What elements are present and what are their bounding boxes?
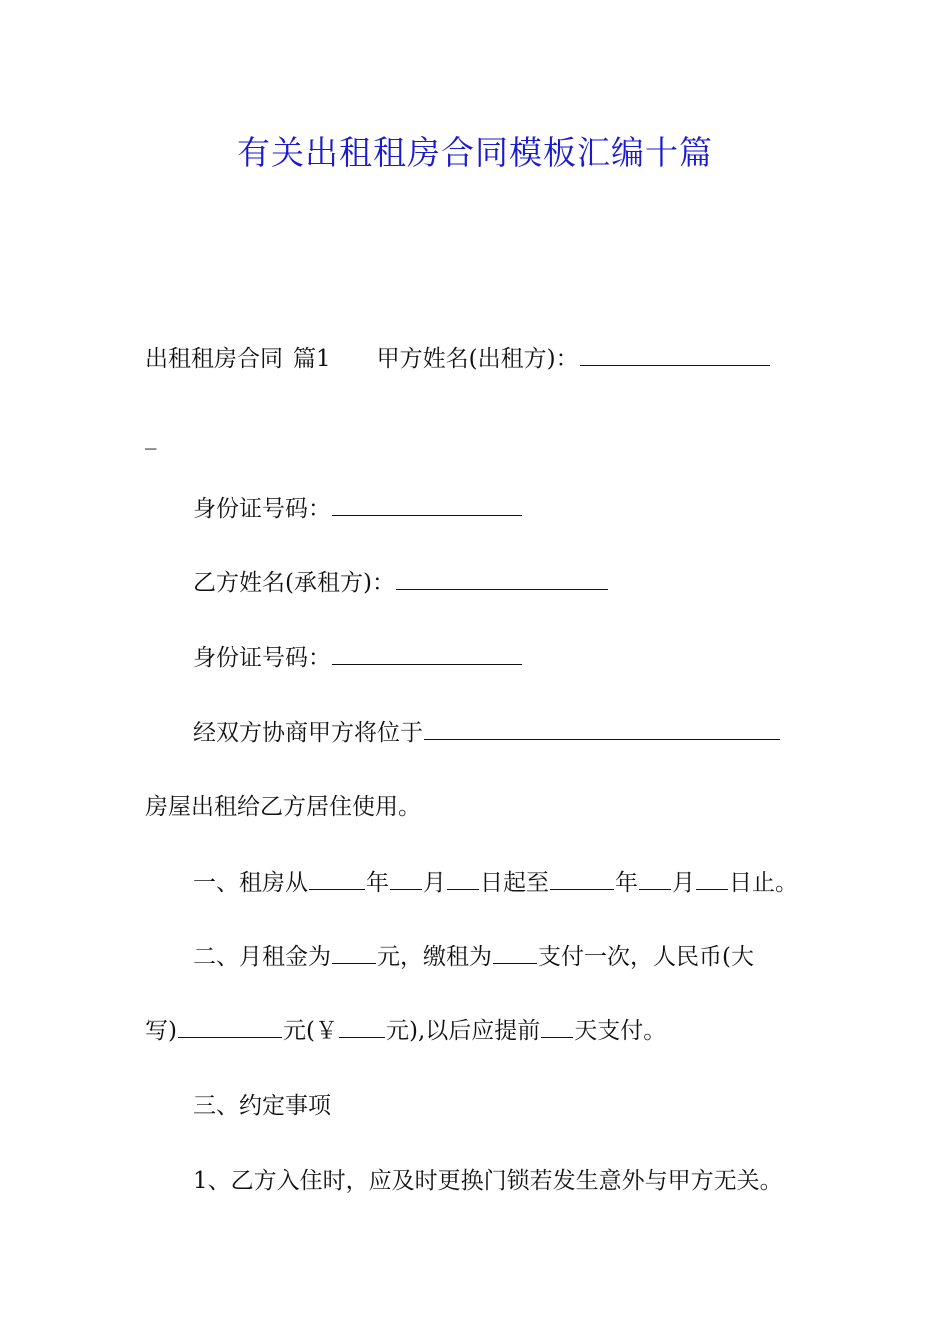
party-a-id-blank (332, 495, 522, 516)
clause-1-text: 1、乙方入住时，应及时更换门锁若发生意外与甲方无关。 (193, 1168, 783, 1194)
party-b-name-label: 乙方姓名(承租方)： (193, 570, 395, 596)
rent-label: 二、月租金为 (193, 944, 331, 970)
continuation-underscore: _ (145, 424, 157, 450)
rmb-label: 支付一次，人民币(大 (538, 944, 754, 970)
agreements-heading: 三、约定事项 (193, 1093, 331, 1119)
line-usage (145, 790, 810, 824)
rent-amount-blank (332, 943, 376, 964)
part-number: 篇1 (293, 346, 331, 372)
start-day-blank (447, 869, 479, 890)
uppercase-amount-blank (178, 1017, 282, 1038)
document-title: 有关出租租房合同模板汇编十篇 (237, 133, 713, 172)
term-year-label: 年 (366, 870, 389, 896)
end-day-blank (696, 869, 728, 890)
term-end-day-label: 日止。 (729, 870, 798, 896)
party-b-id-label: 身份证号码： (193, 645, 331, 671)
party-b-name-blank (396, 569, 608, 590)
advance-label: 元),以后应提前 (385, 1018, 541, 1044)
end-month-blank (639, 869, 671, 890)
payment-label: 元，缴租为 (377, 944, 492, 970)
term-month-label: 月 (423, 870, 446, 896)
line-agreements (193, 1089, 810, 1123)
start-month-blank (390, 869, 422, 890)
location-label: 经双方协商甲方将位于 (193, 720, 423, 746)
term-until-label: 日起至 (480, 870, 549, 896)
line-location (193, 716, 810, 750)
location-blank (424, 719, 780, 740)
yuan-yen-label: 元(￥ (282, 1018, 338, 1044)
end-year-blank (550, 869, 614, 890)
line-rent-amount (145, 1014, 810, 1048)
contract-heading: 出租租房合同 (145, 346, 283, 372)
uppercase-label: 写) (145, 1018, 177, 1044)
line-party-b-id (193, 641, 810, 675)
days-pay-label: 天支付。 (574, 1018, 667, 1044)
party-a-id-label: 身份证号码： (193, 496, 331, 522)
party-a-name-label: 甲方姓名(出租方)： (376, 346, 579, 372)
numeric-amount-blank (339, 1017, 385, 1038)
term-end-month-label: 月 (672, 870, 695, 896)
line-clause-1 (193, 1164, 810, 1198)
line-party-a-id (193, 492, 810, 526)
party-b-id-blank (332, 644, 522, 665)
payment-period-blank (493, 943, 537, 964)
term-end-year-label: 年 (615, 870, 638, 896)
start-year-blank (309, 869, 365, 890)
term-text-start: 一、租房从 (193, 870, 308, 896)
line-party-a (145, 342, 810, 376)
advance-days-blank (541, 1017, 573, 1038)
line-continuation (145, 420, 810, 454)
line-party-b (193, 566, 810, 600)
line-term (193, 866, 810, 900)
usage-text: 房屋出租给乙方居住使用。 (145, 794, 421, 820)
party-a-name-blank (580, 345, 770, 366)
line-rent (193, 940, 810, 974)
